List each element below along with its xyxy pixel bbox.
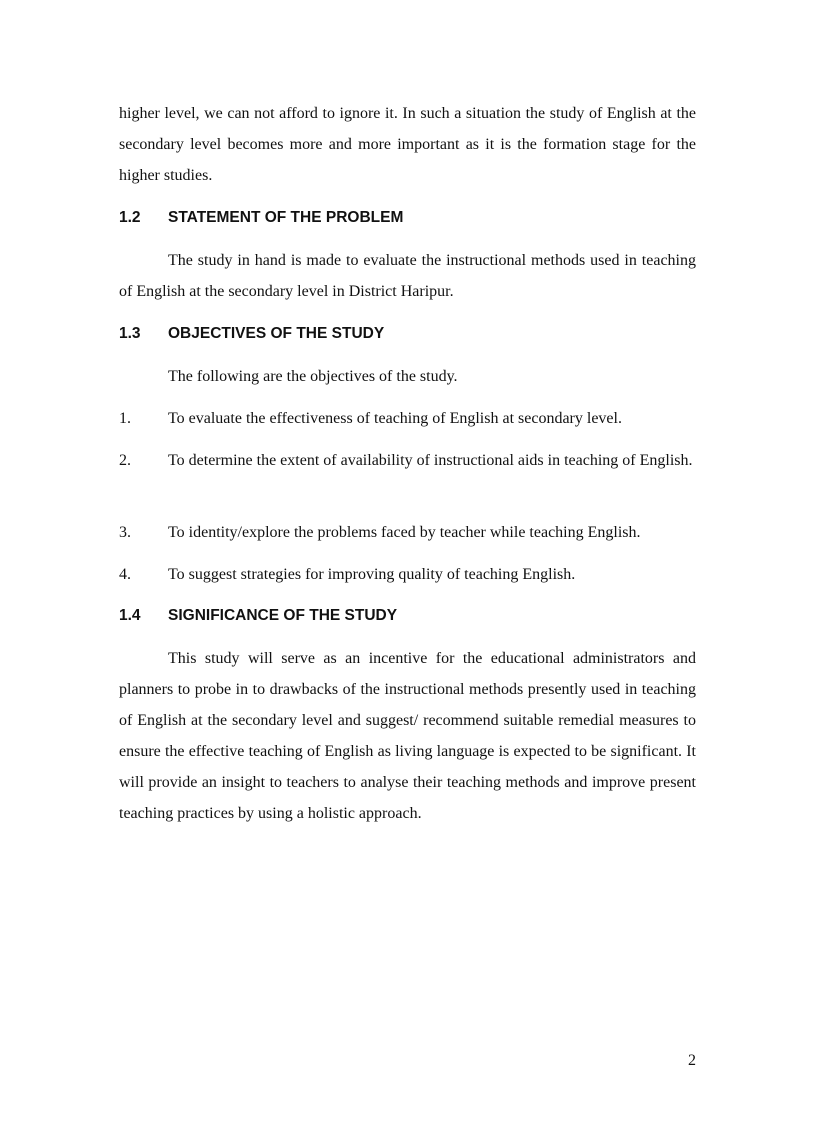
list-number: 3. <box>119 524 131 541</box>
list-text: To determine the extent of availability of instructional aids in teaching of English. <box>168 452 693 469</box>
list-text: To identity/explore the problems faced by teacher while teaching English. <box>168 524 641 541</box>
list-item <box>119 559 696 590</box>
significance-paragraph: This study will serve as an incentive for the educational administrators and planners to probe in to drawbacks of the instructional methods presently used in teaching of English at the secondary level and suggest/ recommend suitable remedial measures to ensure the effective teaching of English as living language is expected to be significant. It will provide an insight to teachers to analyse their teaching methods and improve present teaching practices by using a holistic approach. <box>119 650 696 822</box>
section-number: 1.4 <box>119 607 141 624</box>
section-heading-statement <box>119 208 403 228</box>
section-number: 1.2 <box>119 209 141 226</box>
list-text: To suggest strategies for improving quality of teaching English. <box>168 566 576 583</box>
list-text: To evaluate the effectiveness of teaching of English at secondary level. <box>168 410 622 427</box>
intro-paragraph: higher level, we can not afford to ignore it. In such a situation the study of English at the secondary level becomes more and more important as it is the formation stage for the higher studies. <box>119 105 696 184</box>
objectives-intro: The following are the objectives of the study. <box>168 368 458 385</box>
list-number: 1. <box>119 410 131 427</box>
list-item <box>119 403 696 434</box>
section-title: OBJECTIVES OF THE STUDY <box>168 325 385 342</box>
section-number: 1.3 <box>119 325 141 342</box>
section-heading-objectives <box>119 324 384 344</box>
section-title: SIGNIFICANCE OF THE STUDY <box>168 607 398 624</box>
list-number: 4. <box>119 566 131 583</box>
section-title: STATEMENT OF THE PROBLEM <box>168 209 404 226</box>
section-heading-significance <box>119 606 397 626</box>
list-item <box>119 445 696 476</box>
page-number: 2 <box>688 1052 696 1069</box>
list-number: 2. <box>119 452 131 469</box>
list-item <box>119 517 696 548</box>
statement-paragraph: The study in hand is made to evaluate the instructional methods used in teaching of English at the secondary level in District Haripur. <box>119 252 696 300</box>
